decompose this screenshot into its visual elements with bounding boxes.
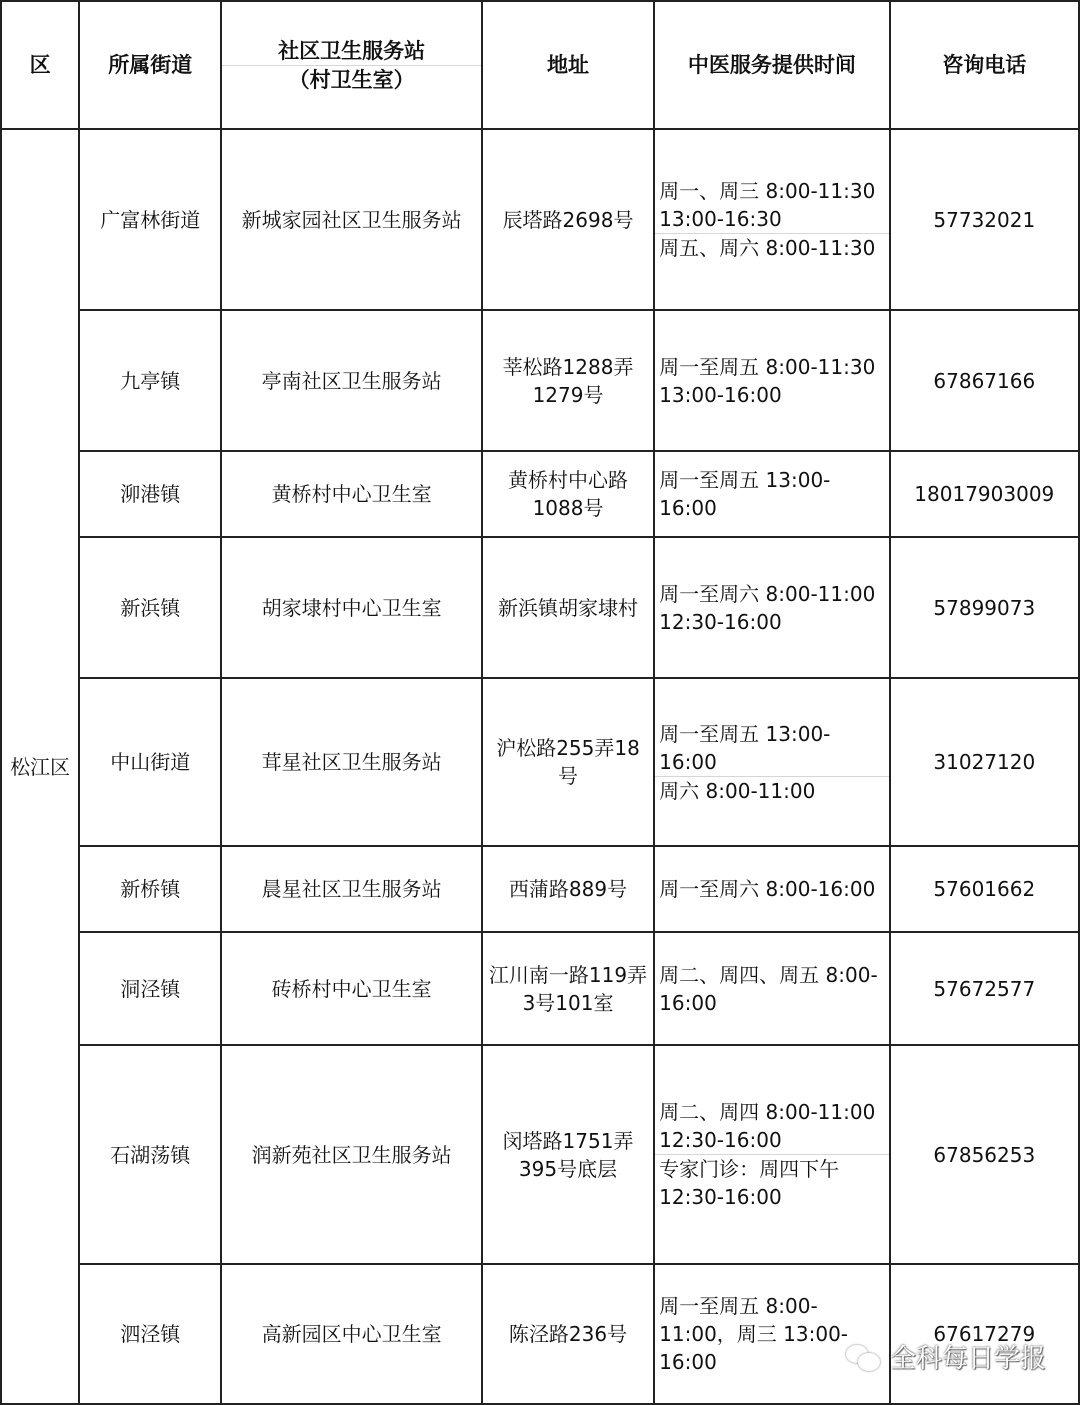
- table-row: [1, 1045, 1079, 1264]
- street-cell: 洞泾镇: [79, 932, 221, 1045]
- table-row: [1, 932, 1079, 1045]
- table-row: [1, 537, 1079, 678]
- phone-cell: 18017903009: [890, 451, 1079, 537]
- station-cell: 胡家埭村中心卫生室: [221, 537, 481, 678]
- table-row: [1, 129, 1079, 310]
- street-cell: 石湖荡镇: [79, 1045, 221, 1264]
- wechat-icon: [844, 1341, 884, 1373]
- tcm-time-cell: [654, 1045, 889, 1264]
- tcm-time-cell: [654, 932, 889, 1045]
- time-slot: 周六 8:00-11:00: [655, 776, 888, 805]
- address-cell: 莘松路1288弄 1279号: [482, 310, 654, 451]
- time-slot: 周一至周六 8:00-16:00: [659, 877, 876, 901]
- street-cell: 广富林街道: [79, 129, 221, 310]
- time-slot: 周五、周六 8:00-11:30: [655, 233, 888, 262]
- time-slot: 周二、周四 8:00-11:00 12:30-16:00: [659, 1100, 876, 1152]
- tcm-time-cell: [654, 129, 889, 310]
- tcm-time-cell: [654, 537, 889, 678]
- street-cell: 泖港镇: [79, 451, 221, 537]
- header-district: 区: [1, 1, 79, 129]
- time-slot: 周一至周六 8:00-11:00 12:30-16:00: [659, 581, 876, 634]
- time-slot: 周一至周五 13:00- 16:00: [659, 721, 831, 774]
- street-cell: 泗泾镇: [79, 1264, 221, 1404]
- street-cell: 新桥镇: [79, 846, 221, 932]
- address-cell: 江川南一路119弄 3号101室: [482, 932, 654, 1045]
- time-slot: 专家门诊：周四下午 12:30-16:00: [655, 1154, 888, 1211]
- phone-cell: 57732021: [890, 129, 1079, 310]
- address-cell: 辰塔路2698号: [482, 129, 654, 310]
- time-slot: 周一至周五 8:00-11:30 13:00-16:00: [659, 354, 876, 407]
- time-slot: 周一、周三 8:00-11:30 13:00-16:30: [659, 179, 876, 231]
- district-cell: 松江区: [1, 129, 79, 1404]
- header-station-bottom: （村卫生室）: [222, 65, 480, 94]
- station-cell: 砖桥村中心卫生室: [221, 932, 481, 1045]
- table-row: [1, 310, 1079, 451]
- phone-cell: 67617279: [890, 1264, 1079, 1404]
- header-street: 所属街道: [79, 1, 221, 129]
- station-cell: 茸星社区卫生服务站: [221, 678, 481, 846]
- tcm-time-cell: [654, 846, 889, 932]
- phone-cell: 31027120: [890, 678, 1079, 846]
- address-cell: 闵塔路1751弄 395号底层: [482, 1045, 654, 1264]
- station-cell: 高新园区中心卫生室: [221, 1264, 481, 1404]
- phone-cell: 67856253: [890, 1045, 1079, 1264]
- station-cell: 新城家园社区卫生服务站: [221, 129, 481, 310]
- table-row: [1, 678, 1079, 846]
- table-row: [1, 451, 1079, 537]
- time-slot: 周二、周四、周五 8:00- 16:00: [659, 962, 878, 1015]
- watermark-text: 全科每日学报: [889, 1344, 1046, 1374]
- tcm-time-cell: [654, 310, 889, 451]
- address-cell: 陈泾路236号: [482, 1264, 654, 1404]
- street-cell: 九亭镇: [79, 310, 221, 451]
- time-slot: 周一至周五 13:00- 16:00: [659, 468, 831, 520]
- tcm-time-cell: [654, 1264, 889, 1404]
- address-cell: 西蒲路889号: [482, 846, 654, 932]
- phone-cell: 57672577: [890, 932, 1079, 1045]
- address-cell: 新浜镇胡家埭村: [482, 537, 654, 678]
- station-cell: 润新苑社区卫生服务站: [221, 1045, 481, 1264]
- table-row: [1, 846, 1079, 932]
- header-tcm-time: 中医服务提供时间: [654, 1, 889, 129]
- watermark: [844, 1338, 1046, 1375]
- address-cell: 黄桥村中心路 1088号: [482, 451, 654, 537]
- tcm-time-cell: [654, 678, 889, 846]
- header-station-top: 社区卫生服务站: [278, 38, 426, 63]
- address-cell: 沪松路255弄18号: [482, 678, 654, 846]
- table-row: [1, 1264, 1079, 1404]
- station-cell: 亭南社区卫生服务站: [221, 310, 481, 451]
- street-cell: 新浜镇: [79, 537, 221, 678]
- station-cell: 黄桥村中心卫生室: [221, 451, 481, 537]
- header-phone: 咨询电话: [890, 1, 1079, 129]
- phone-cell: 57899073: [890, 537, 1079, 678]
- time-slot: 周一至周五 8:00- 11:00，周三 13:00- 16:00: [659, 1294, 849, 1374]
- phone-cell: 57601662: [890, 846, 1079, 932]
- header-station: [221, 1, 481, 129]
- tcm-time-cell: [654, 451, 889, 537]
- header-address: 地址: [482, 1, 654, 129]
- station-cell: 晨星社区卫生服务站: [221, 846, 481, 932]
- phone-cell: 67867166: [890, 310, 1079, 451]
- street-cell: 中山街道: [79, 678, 221, 846]
